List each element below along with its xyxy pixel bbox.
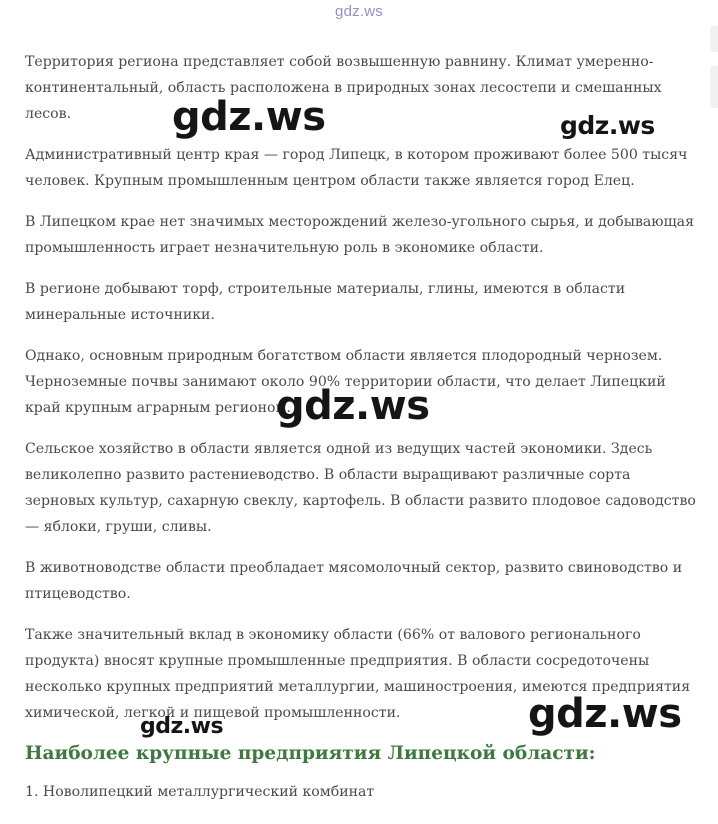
watermark: gdz.ws <box>140 714 224 739</box>
watermark: gdz.ws <box>276 383 430 429</box>
paragraph-admin-center: Административный центр края — город Липецк, в котором проживают более 500 тысяч человек. Крупным промышленным центром области также является город Елец. <box>25 147 688 189</box>
sidebar-edge-bottom <box>710 66 718 108</box>
sidebar-edge-top <box>710 26 718 52</box>
site-tag: gdz.ws <box>335 3 383 20</box>
paragraph-relief-climate: Территория региона представляет собой возвышенную равнину. Климат умеренно-континентальный, область расположена в природных зонах лесостепи и смешанных лесов. <box>25 54 662 122</box>
section-heading: Наиболее крупные предприятия Липецкой области: <box>25 743 596 764</box>
list-item: 1. Новолипецкий металлургический комбинат <box>25 784 375 800</box>
watermark: gdz.ws <box>172 94 326 140</box>
paragraph-agriculture: Сельское хозяйство в области является одной из ведущих частей экономики. Здесь великолепно развито растениеводство. В области выращивают различные сорта зерновых культур, сахарную свеклу, картофель. В области развито плодовое садоводство — яблоки, груши, сливы. <box>25 441 696 535</box>
paragraph-resources: В регионе добывают торф, строительные материалы, глины, имеются в области минеральные источники. <box>25 281 626 323</box>
paragraph-livestock: В животноводстве области преобладает мясомолочный сектор, развито свиноводство и птицеводство. <box>25 560 683 602</box>
watermark: gdz.ws <box>560 111 655 140</box>
paragraph-industry: Также значительный вклад в экономику области (66% от валового регионального продукта) вносят крупные промышленные предприятия. В области сосредоточены несколько крупных предприятий металлургии, машиностроения, имеются предприятия химической, легкой и пищевой промышленности. <box>25 627 691 721</box>
paragraph-mining: В Липецком крае нет значимых месторождений железо-угольного сырья, и добывающая промышленность играет незначительную роль в экономике области. <box>25 214 694 256</box>
paragraph-chernozem: Однако, основным природным богатством области является плодородный чернозем. Черноземные почвы занимают около 90% территории области, что делает Липецкий край крупным аграрным регионом. <box>25 348 666 416</box>
watermark: gdz.ws <box>528 691 682 737</box>
